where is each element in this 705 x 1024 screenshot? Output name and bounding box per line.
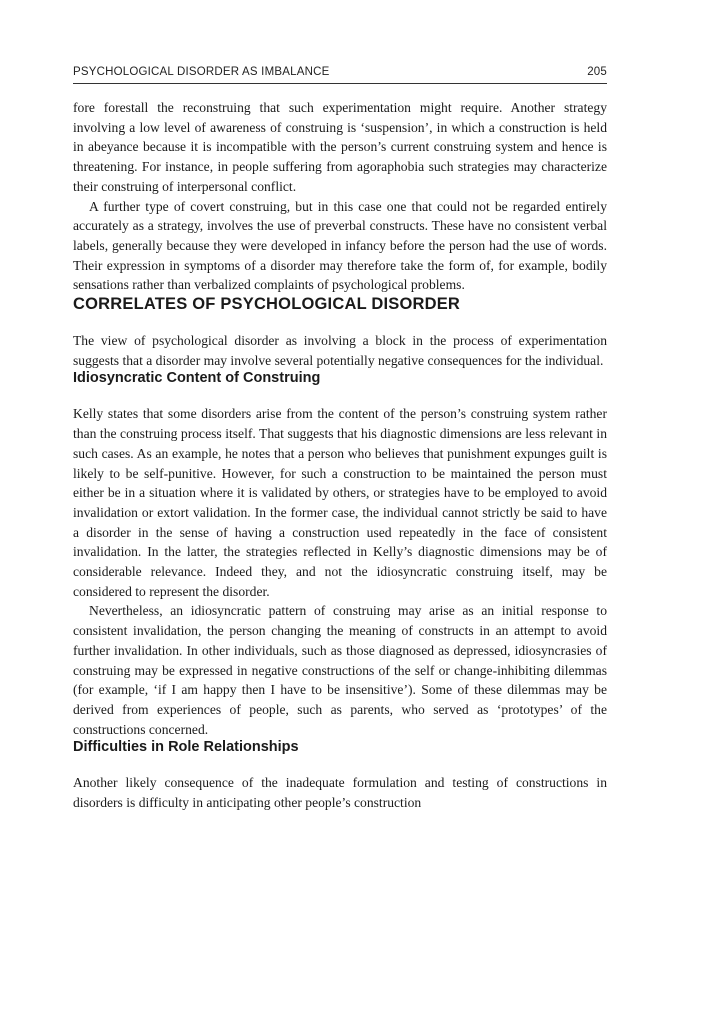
subsection-text-idiosyncratic	[73, 404, 607, 739]
running-head-title: PSYCHOLOGICAL DISORDER AS IMBALANCE	[73, 66, 330, 78]
paragraph: A further type of covert construing, but in this case one that could not be regarded entirely accurately as a strategy, involves the use of preverbal constructs. These have no consistent verbal labels, generally because they were developed in infancy before the person had the use of words. Their expression in symptoms of a disorder may therefore take the form of, for example, bodily sensations rather than verbalized complaints of psychological problems.	[73, 198, 607, 293]
subsection-heading-role-relationships: Difficulties in Role Relationships	[73, 739, 299, 756]
section-heading: CORRELATES OF PSYCHOLOGICAL DISORDER	[73, 295, 461, 314]
subsection-heading-idiosyncratic: Idiosyncratic Content of Construing	[73, 370, 321, 387]
section-text	[73, 331, 607, 370]
page-number: 205	[587, 66, 607, 78]
running-head	[73, 66, 607, 84]
paragraph: Another likely consequence of the inadequate formulation and testing of constructions in disorders is difficulty in anticipating other people’s construction	[73, 775, 607, 811]
opening-text	[73, 98, 607, 295]
paragraph: fore forestall the reconstruing that such experimentation might require. Another strategy involving a low level of awareness of construing is ‘suspension’, in which a construction is held in abeyance because it is incompatible with the person’s current construing system and hence is threatening. For instance, in people suffering from agoraphobia such strategies may characterize their construing of interpersonal conflict.	[73, 100, 607, 194]
subsection-text-role-relationships	[73, 773, 607, 812]
paragraph: Nevertheless, an idiosyncratic pattern of construing may arise as an initial response to consistent invalidation, the person changing the meaning of constructs in an attempt to avoid further invalidation. In other individuals, such as those diagnosed as depressed, idiosyncrasies of construing may be expressed in negative constructions of the self or change-inhibiting dilemmas (for example, ‘if I am happy then I have to be insensitive’). Some of these dilemmas may be derived from experiences of people, such as parents, who served as ‘prototypes’ of the constructions concerned.	[73, 603, 607, 737]
book-page	[73, 66, 607, 813]
paragraph: The view of psychological disorder as involving a block in the process of experimentation suggests that a disorder may involve several potentially negative consequences for the individual.	[73, 333, 607, 368]
paragraph: Kelly states that some disorders arise from the content of the person’s construing system rather than the construing process itself. That suggests that his diagnostic dimensions are less relevant in such cases. As an example, he notes that a person who believes that punishment expunges guilt is likely to be self-punitive. However, for such a construction to be maintained the person must either be in a situation where it is validated by others, or strategies have to be employed to avoid invalidation or extort validation. In the former case, the individual cannot strictly be said to have a disorder in the sense of having a construction used repeatedly in the face of consistent invalidation. In the latter, the strategies reflected in Kelly’s diagnostic dimensions may be of considerable relevance. Indeed they, and not the idiosyncratic construing itself, may be considered to represent the disorder.	[73, 406, 607, 599]
